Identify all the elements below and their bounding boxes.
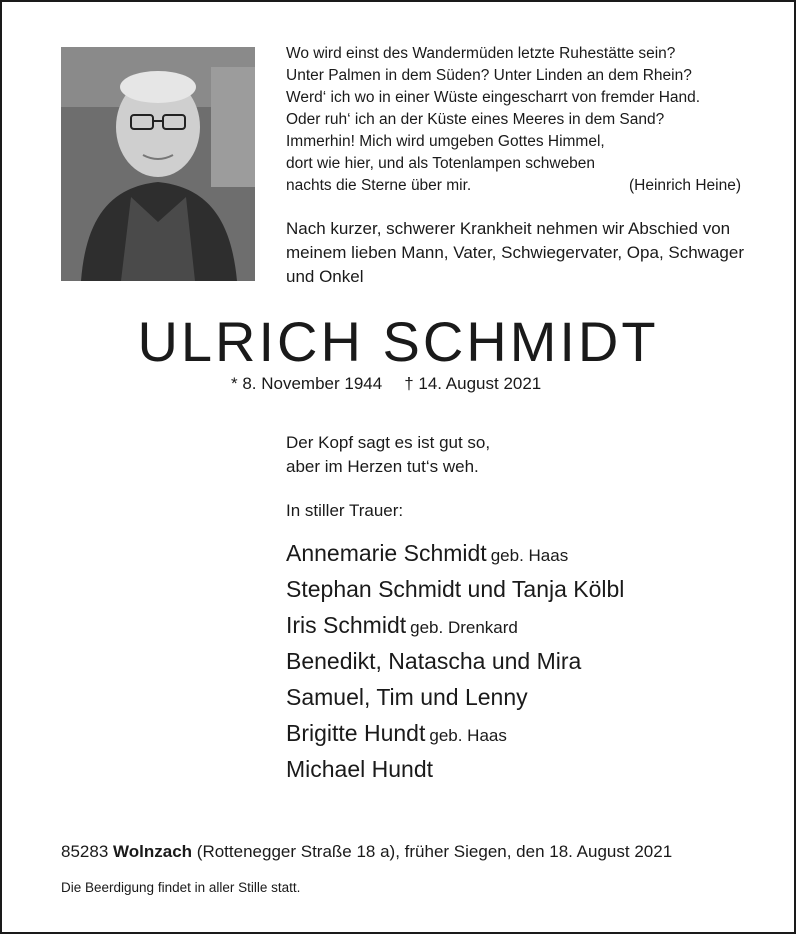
mourner-name: Benedikt, Natascha und Mira	[286, 648, 582, 674]
poem-line: Werd‘ ich wo in einer Wüste eingescharrt von fremder Hand.	[286, 89, 701, 106]
mourner-name: Stephan Schmidt und Tanja Kölbl	[286, 576, 625, 602]
mourner-entry	[286, 607, 624, 643]
mourner-entry	[286, 715, 624, 751]
intro-text: Nach kurzer, schwerer Krankheit nehmen wir Abschied von meinem lieben Mann, Vater, Schwiegervater, Opa, Schwager und Onkel	[286, 219, 744, 286]
mourner-maiden-name: geb. Haas	[490, 546, 569, 565]
quote-line: Der Kopf sagt es ist gut so,	[286, 433, 491, 452]
birth-date: * 8. November 1944	[231, 374, 383, 393]
town: Wolnzach	[113, 842, 193, 861]
quote	[286, 431, 490, 479]
poem	[286, 43, 746, 197]
mourner-maiden-name: geb. Haas	[429, 726, 507, 745]
mourner-name: Annemarie Schmidt	[286, 540, 487, 566]
mourners-list	[286, 535, 624, 787]
mourner-entry	[286, 751, 624, 787]
poem-last-line: nachts die Sterne über mir.	[286, 177, 472, 194]
mourner-maiden-name: geb. Drenkard	[410, 618, 518, 637]
life-dates	[231, 374, 541, 394]
mourner-entry	[286, 571, 624, 607]
address-and-date: (Rottenegger Straße 18 a), früher Siegen, den 18. August 2021	[196, 842, 673, 861]
poem-line: Wo wird einst des Wandermüden letzte Ruhestätte sein?	[286, 45, 676, 62]
poem-line: Oder ruh‘ ich an der Küste eines Meeres in dem Sand?	[286, 111, 665, 128]
mourner-entry	[286, 643, 624, 679]
portrait-photo	[61, 47, 255, 281]
poem-line: Unter Palmen in dem Süden? Unter Linden an dem Rhein?	[286, 67, 692, 84]
poem-line	[286, 175, 746, 197]
poem-line: Immerhin! Mich wird umgeben Gottes Himmel,	[286, 133, 605, 150]
funeral-notice: Die Beerdigung findet in aller Stille statt.	[61, 880, 301, 895]
portrait-image	[61, 47, 255, 281]
mourner-name: Brigitte Hundt	[286, 720, 426, 746]
postcode: 85283	[61, 842, 109, 861]
mourner-name: Michael Hundt	[286, 756, 434, 782]
mourning-label: In stiller Trauer:	[286, 501, 404, 520]
poem-attribution: (Heinrich Heine)	[629, 177, 741, 194]
mourner-name: Iris Schmidt	[286, 612, 407, 638]
mourner-name: Samuel, Tim und Lenny	[286, 684, 528, 710]
poem-line: dort wie hier, und als Totenlampen schweben	[286, 155, 596, 172]
mourner-entry	[286, 679, 624, 715]
death-date: † 14. August 2021	[404, 374, 542, 393]
place-and-date	[61, 842, 672, 862]
quote-line: aber im Herzen tut‘s weh.	[286, 457, 479, 476]
mourner-entry	[286, 535, 624, 571]
deceased-name: ULRICH SCHMIDT	[137, 310, 659, 373]
